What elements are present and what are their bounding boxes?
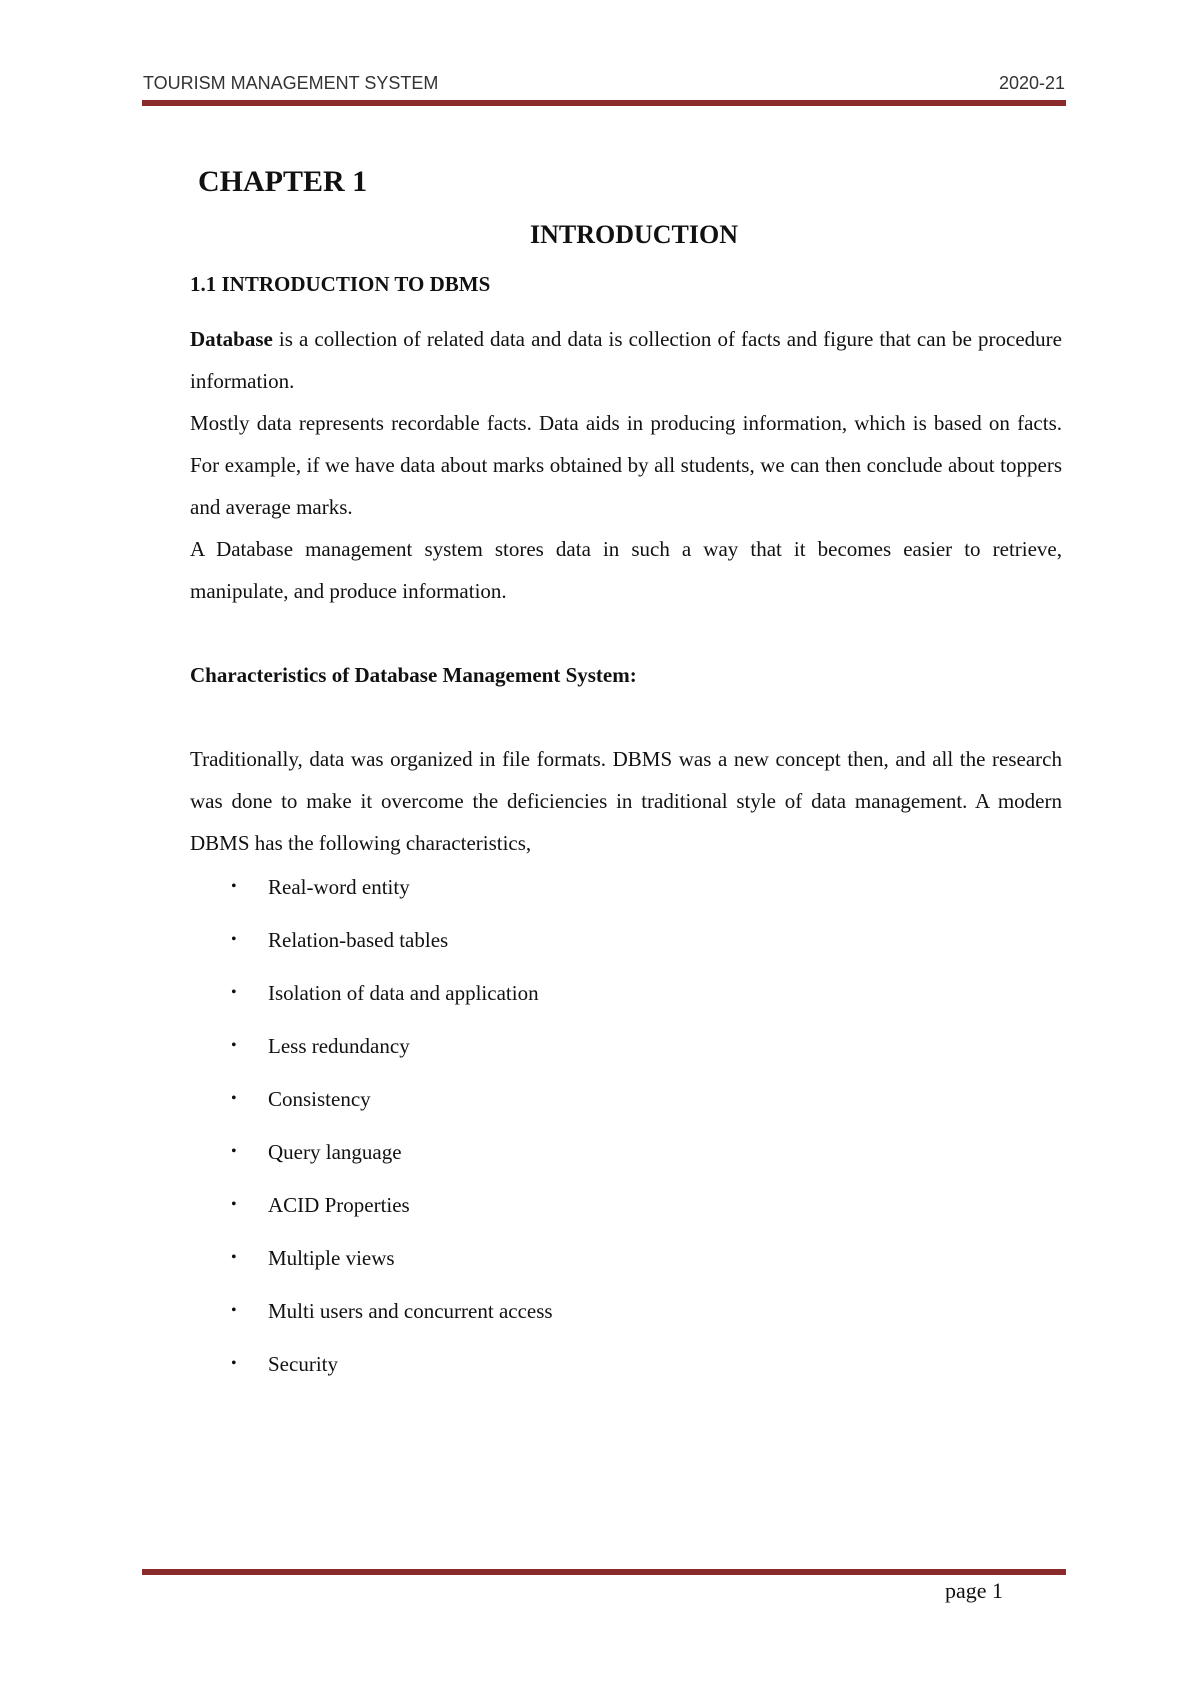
header-title: TOURISM MANAGEMENT SYSTEM <box>143 73 439 93</box>
body-content <box>190 318 1062 1396</box>
list-item-text: Multi users and concurrent access <box>268 1299 553 1323</box>
footer-rule <box>142 1569 1066 1575</box>
term-database: Database <box>190 327 273 351</box>
page-number: page 1 <box>945 1578 1004 1603</box>
bullet-icon: • <box>231 1090 237 1107</box>
list-item <box>190 1237 1062 1290</box>
bullet-icon: • <box>231 1355 237 1372</box>
paragraph-database <box>190 318 1062 402</box>
list-item <box>190 972 1062 1025</box>
characteristics-heading: Characteristics of Database Management System: <box>190 663 637 687</box>
bullet-icon: • <box>231 1196 237 1213</box>
paragraph-dbms: A Database management system stores data in such a way that it becomes easier to retrieve, manipulate, and produce information. <box>190 537 1062 603</box>
bullet-icon: • <box>231 1037 237 1054</box>
list-item-text: Consistency <box>268 1087 371 1111</box>
list-item-text: Isolation of data and application <box>268 981 539 1005</box>
list-item <box>190 1025 1062 1078</box>
list-item <box>190 1131 1062 1184</box>
bullet-icon: • <box>231 1249 237 1266</box>
chapter-title: INTRODUCTION <box>529 220 739 249</box>
header-year: 2020-21 <box>998 73 1065 93</box>
chapter-number: CHAPTER 1 <box>198 165 368 198</box>
list-item-text: Less redundancy <box>268 1034 410 1058</box>
section-title: 1.1 INTRODUCTION TO DBMS <box>190 272 491 296</box>
header-rule <box>142 100 1066 106</box>
list-item-text: Security <box>268 1352 338 1376</box>
page-header <box>143 73 1065 97</box>
characteristics-list <box>190 866 1062 1396</box>
bullet-icon: • <box>231 984 237 1001</box>
paragraph-traditional: Traditionally, data was organized in file formats. DBMS was a new concept then, and all the research was done to make it overcome the deficiencies in traditional style of data management. A modern DBMS has the following characteristics, <box>190 747 1062 855</box>
paragraph-facts: Mostly data represents recordable facts. Data aids in producing information, which is based on facts. For example, if we have data about marks obtained by all students, we can then conclude about toppers and average marks. <box>190 411 1062 519</box>
list-item-text: Real-word entity <box>268 875 410 899</box>
paragraph-database-text: is a collection of related data and data is collection of facts and figure that can be procedure information. <box>190 327 1062 393</box>
list-item-text: ACID Properties <box>268 1193 410 1217</box>
list-item <box>190 919 1062 972</box>
bullet-icon: • <box>231 1143 237 1160</box>
list-item-text: Relation-based tables <box>268 928 449 952</box>
list-item <box>190 1078 1062 1131</box>
bullet-icon: • <box>231 931 237 948</box>
list-item <box>190 1343 1062 1396</box>
bullet-icon: • <box>231 878 237 895</box>
list-item <box>190 1290 1062 1343</box>
list-item <box>190 866 1062 919</box>
list-item-text: Query language <box>268 1140 402 1164</box>
bullet-icon: • <box>231 1302 237 1319</box>
list-item <box>190 1184 1062 1237</box>
spacer <box>190 696 1062 738</box>
list-item-text: Multiple views <box>268 1246 395 1270</box>
